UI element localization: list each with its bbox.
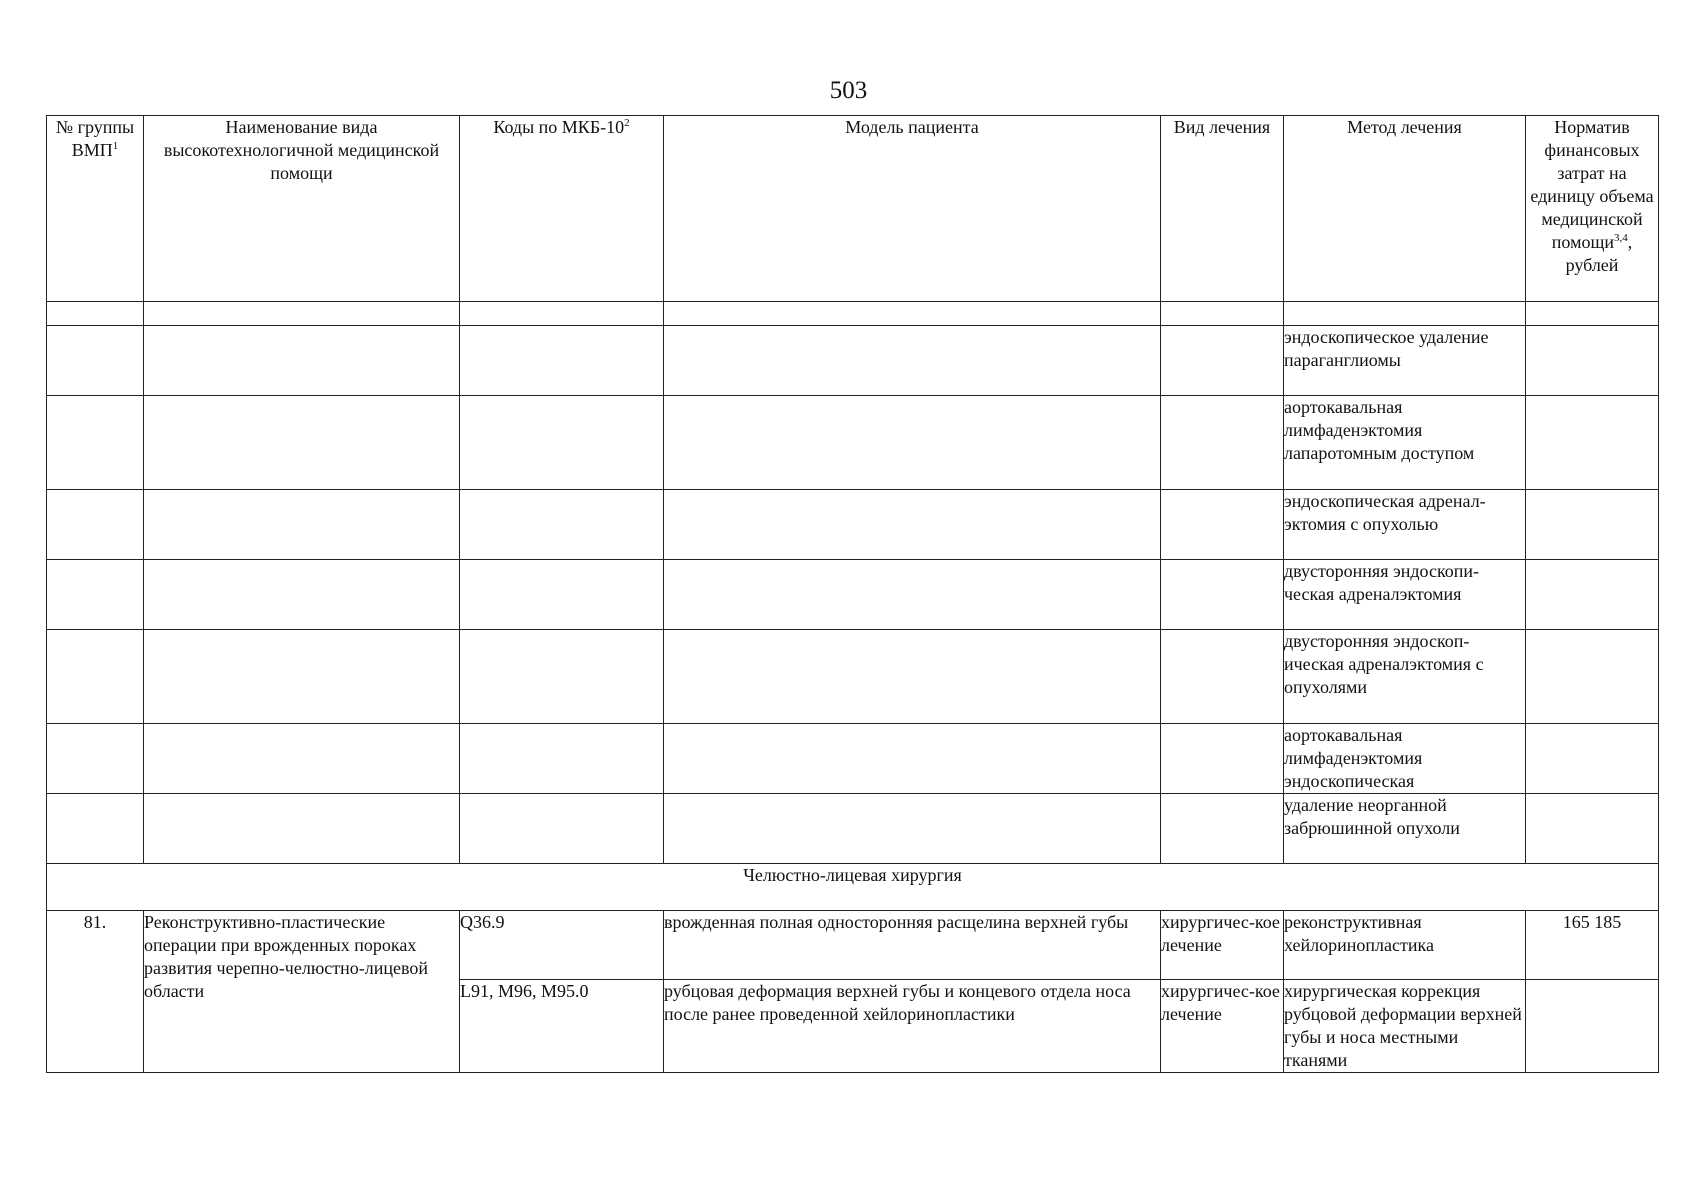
column-number-row [47, 302, 1659, 326]
codes-cell: Q36.9 [460, 911, 664, 980]
model-cell: рубцовая деформация верхней губы и концевого отдела носа после ранее проведенной хейлоринопластики [664, 980, 1161, 1073]
method-cell: реконструктивная хейлоринопластика [1284, 911, 1526, 980]
method-cell: эндоскопическая адренал-эктомия с опухолью [1284, 490, 1526, 560]
treatment-cell: хирургичес-кое лечение [1161, 911, 1284, 980]
table-row [47, 560, 1659, 630]
header-method: Метод лечения [1284, 116, 1526, 302]
table-row [47, 794, 1659, 864]
vmp-table [46, 115, 1659, 1073]
method-cell: двусторонняя эндоскопи-ческая адреналэктомия [1284, 560, 1526, 630]
group-name: Реконструктивно-пластические операции при врожденных пороках развития черепно-челюстно-лицевой области [144, 911, 460, 1073]
header-treatment-type: Вид лечения [1161, 116, 1284, 302]
header-group-no: № группы ВМП$^1$ [47, 116, 144, 302]
model-cell: врожденная полная односторонняя расщелина верхней губы [664, 911, 1161, 980]
table-row [47, 630, 1659, 724]
method-cell: эндоскопическое удаление параганглиомы [1284, 326, 1526, 396]
group-number: 81. [47, 911, 144, 1073]
treatment-cell: хирургичес-кое лечение [1161, 980, 1284, 1073]
header-codes: Коды по МКБ-$10^2$ [460, 116, 664, 302]
norm-value: 165 185 [1526, 911, 1659, 980]
codes-cell: L91, M96, M95.0 [460, 980, 664, 1073]
header-model: Модель пациента [664, 116, 1161, 302]
method-cell: аортокавальная лимфаденэктомия лапаротомным доступом [1284, 396, 1526, 490]
table-row [47, 724, 1659, 794]
header-norm: Норматив финансовых затрат на единицу объема медицинской помощи$^{3,4}$, рублей [1526, 116, 1659, 302]
header-name: Наименование вида высокотехнологичной медицинской помощи [144, 116, 460, 302]
method-cell: аортокавальная лимфаденэктомия эндоскопическая [1284, 724, 1526, 794]
method-cell: двусторонняя эндоскоп-ическая адреналэктомия с опухолями [1284, 630, 1526, 724]
section-title: Челюстно-лицевая хирургия [47, 864, 1659, 911]
header-row [47, 116, 1659, 302]
table-row [47, 490, 1659, 560]
method-cell: удаление неорганной забрюшинной опухоли [1284, 794, 1526, 864]
method-cell: хирургическая коррекция рубцовой деформации верхней губы и носа местными тканями [1284, 980, 1526, 1073]
table-row [47, 911, 1659, 980]
table-row [47, 326, 1659, 396]
section-row [47, 864, 1659, 911]
table-row [47, 396, 1659, 490]
page-number: 503 [829, 77, 868, 104]
